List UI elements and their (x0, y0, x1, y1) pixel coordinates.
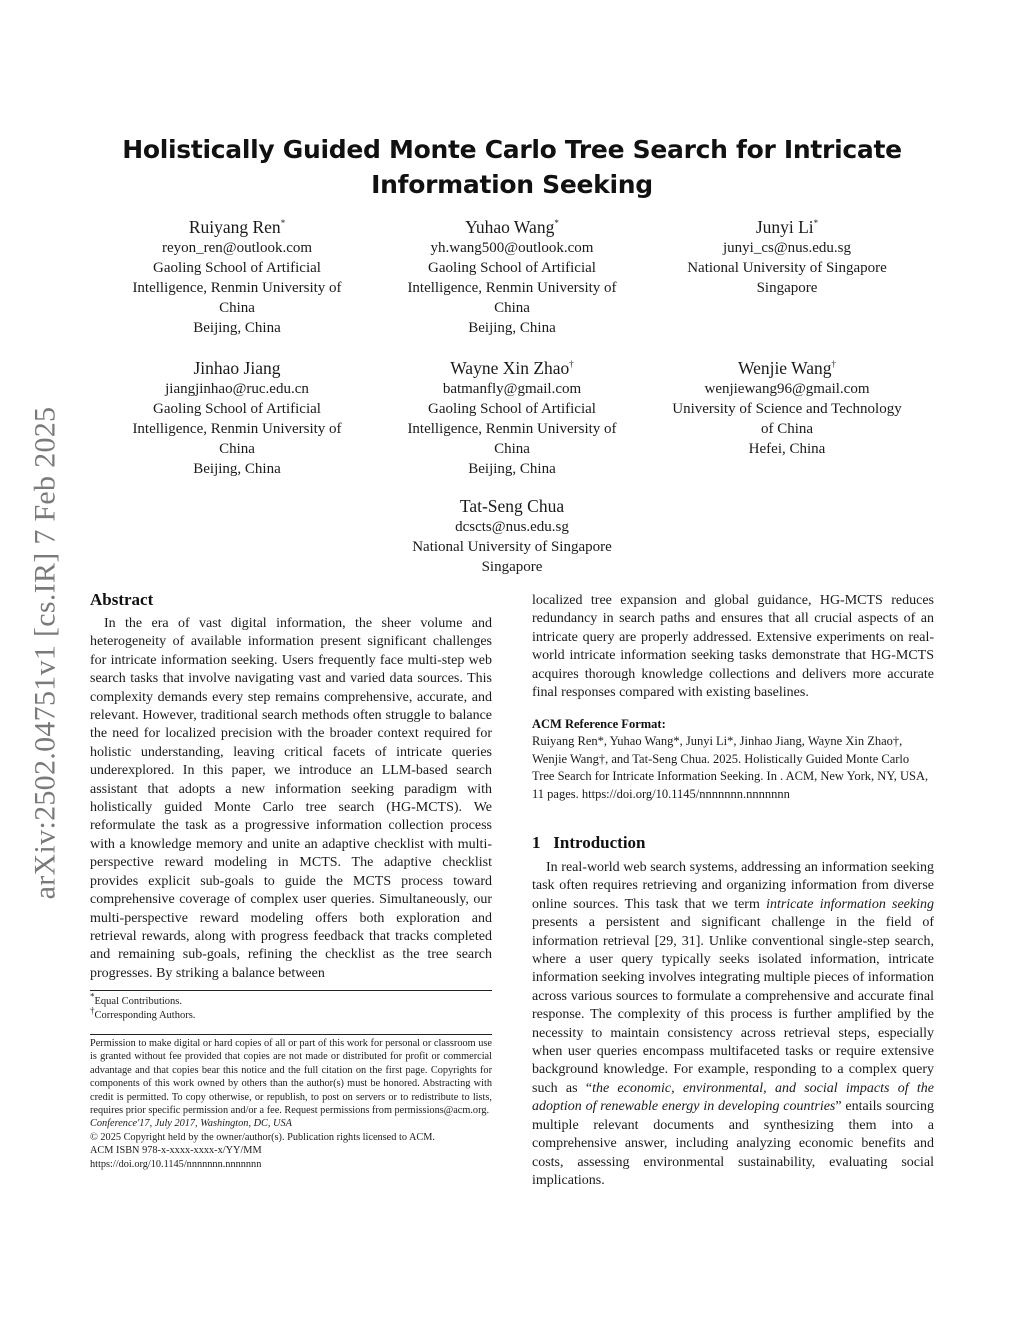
intricate-information-seeking-term: intricate information seeking (766, 896, 934, 912)
author-name: Yuhao Wang* (465, 217, 559, 237)
author-affiliation-line: China (494, 300, 530, 316)
isbn-line: ACM ISBN 978-x-xxxx-xxxx-x/YY/MM (90, 1145, 262, 1157)
author-affiliation-line: of China (760, 421, 814, 437)
author-block-7 (382, 495, 642, 577)
acm-reference-text: Ruiyang Ren*, Yuhao Wang*, Junyi Li*, Jinhao Jiang, Wayne Xin Zhao†, Wenjie Wang†, and Tat-Seng Chua. 2025. Holistically Guided Monte Carlo Tree Search for Intricate Information Seeking. In . ACM, New York, NY, USA, 11 pages. https://doi.org/10.1145/nnnnnnn.nnnnnnn (532, 734, 929, 801)
footnote-equal-contribution: *Equal Contributions. (90, 991, 182, 1007)
author-affiliation-line: Singapore (756, 280, 818, 296)
author-affiliation-line: Beijing, China (468, 320, 556, 336)
author-affiliation-line: China (219, 441, 255, 457)
author-affiliation-line: Intelligence, Renmin University of (407, 280, 617, 296)
author-email: jiangjinhao@ruc.edu.cn (165, 381, 309, 397)
section-title: Introduction (553, 833, 646, 852)
conference-line: Conference'17, July 2017, Washington, DC, USA (90, 1118, 292, 1130)
permission-text: Permission to make digital or hard copies of all or part of this work for personal or classroom use is granted without fee provided that copies are not made or distributed for profit or commercial advantage and that copies bear this notice and the full citation on the first page. Copyrights for components of this work owned by others than the author(s) must be honored. Abstracting with credit is permitted. To copy otherwise, or republish, to post on servers or to redistribute to lists, requires prior specific permission and/or a fee. Request permissions from permissions@acm.org. (90, 1038, 492, 1117)
author-block-1 (112, 216, 362, 338)
author-name: Junyi Li* (755, 217, 819, 237)
author-email: junyi_cs@nus.edu.sg (723, 240, 851, 256)
author-email: wenjiewang96@gmail.com (704, 381, 870, 397)
author-affiliation-line: China (219, 300, 255, 316)
author-affiliation-line: National University of Singapore (412, 539, 612, 555)
author-affiliation-line: Beijing, China (468, 461, 556, 477)
arxiv-id-text: arXiv:2502.04751v1 [cs.IR] 7 Feb 2025 (28, 406, 61, 899)
author-affiliation-line: China (494, 441, 530, 457)
author-affiliation-line: Gaoling School of Artificial (428, 260, 596, 276)
author-affiliation-line: Hefei, China (748, 441, 826, 457)
author-affiliation-line: Intelligence, Renmin University of (132, 280, 342, 296)
author-affiliation-line: Gaoling School of Artificial (153, 260, 321, 276)
author-affiliation-line: Gaoling School of Artificial (428, 401, 596, 417)
author-affiliation-line: Singapore (481, 559, 543, 575)
section-number: 1 (532, 833, 541, 852)
author-affiliation-line: Beijing, China (193, 320, 281, 336)
abstract-paragraph-continued: localized tree expansion and global guidance, HG-MCTS reduces redundancy in search paths and ensures that all crucial aspects of an intricate query are properly addressed. Extensive experiments on real-world intricate information seeking tasks demonstrate that HG-MCTS acquires thorough knowledge collections and delivers more accurate final responses compared with existing baselines. (532, 593, 934, 701)
permission-block (90, 1037, 492, 1171)
author-name: Ruiyang Ren* (188, 217, 286, 237)
author-email: yh.wang500@outlook.com (430, 240, 594, 256)
abstract-heading: Abstract (90, 590, 154, 609)
author-block-3 (657, 216, 917, 298)
author-email: dcscts@nus.edu.sg (455, 519, 569, 535)
acm-reference-heading: ACM Reference Format: (532, 717, 666, 731)
author-affiliation-line: Gaoling School of Artificial (153, 401, 321, 417)
copyright-line: © 2025 Copyright held by the owner/author(s). Publication rights licensed to ACM. (90, 1131, 436, 1143)
author-affiliation-line: Intelligence, Renmin University of (132, 421, 342, 437)
introduction-paragraph: In real-world web search systems, addressing an information seeking task often requires retrieving and organizing information from diverse online sources. This task that we term intricate information seeking presents a persistent and significant challenge in the field of information retrieval [29, 31]. Unlike conventional single-step search, where a user query typically seeks isolated information, intricate information seeking involves integrating multiple pieces of information across various sources to formulate a comprehensive and accurate final response. The complexity of this process is further amplified by the necessity to maintain consistency across retrieval steps, especially when user queries encompass multifaceted tasks or require extensive background knowledge. For example, responding to a complex query such as “the economic, environmental, and social impacts of the adoption of renewable energy in developing countries” entails sourcing multiple relevant documents and synthesizing them into a comprehensive answer, including analyzing economic benefits and costs, assessing environmental sustainability, evaluating social implications. (532, 860, 934, 1188)
introduction-heading (532, 833, 646, 853)
example-query: the economic, environmental, and social impacts of the adoption of renewable energy in developing countries (532, 1080, 934, 1115)
permission-rule (90, 1034, 492, 1035)
arxiv-identifier-stamp (14, 375, 76, 930)
author-block-5 (387, 357, 637, 479)
author-name: Wayne Xin Zhao† (450, 358, 574, 378)
abstract-paragraph: In the era of vast digital information, the sheer volume and heterogeneity of available information present significant challenges for intricate information seeking. Users frequently face multi-step web search tasks that involve navigating vast and varied data sources. This complexity demands every step remains comprehensive, accurate, and relevant. However, traditional search methods often struggle to balance the need for localized precision with the broader context required for holistic understanding, leaving critical facets of intricate queries underexplored. In this paper, we introduce an LLM-based search assistant that adopts a new information seeking paradigm with holistically guided Monte Carlo tree search (HG-MCTS). We reformulate the task as a progressive information collection process with a knowledge memory and unite an adaptive checklist with multi-perspective reward modeling in MCTS. The adaptive checklist provides explicit sub-goals to guide the MCTS process toward comprehensive coverage of complex user queries. Simultaneously, our multi-perspective reward modeling offers both exploration and retrieval rewards, along with progress feedback that tracks completed and remaining sub-goals, refining the checklist as the tree search progresses. By striking a balance between (90, 616, 492, 981)
footnote-rule (90, 990, 492, 991)
author-affiliation-line: Intelligence, Renmin University of (407, 421, 617, 437)
author-email: reyon_ren@outlook.com (161, 240, 313, 256)
footnote-corresponding-authors: †Corresponding Authors. (90, 1005, 196, 1021)
doi-link[interactable]: https://doi.org/10.1145/nnnnnnn.nnnnnnn (90, 1158, 262, 1170)
author-name: Tat-Seng Chua (459, 496, 565, 516)
paper-title: Holistically Guided Monte Carlo Tree Search for Intricate Information Seeking (122, 135, 902, 199)
author-block-2 (387, 216, 637, 338)
author-affiliation-line: Beijing, China (193, 461, 281, 477)
author-name: Wenjie Wang† (737, 358, 837, 378)
author-block-6 (652, 357, 922, 459)
author-affiliation-line: University of Science and Technology (672, 401, 902, 417)
author-email: batmanfly@gmail.com (442, 381, 582, 397)
author-block-4 (112, 357, 362, 479)
author-name: Jinhao Jiang (193, 358, 281, 378)
author-affiliation-line: National University of Singapore (687, 260, 887, 276)
